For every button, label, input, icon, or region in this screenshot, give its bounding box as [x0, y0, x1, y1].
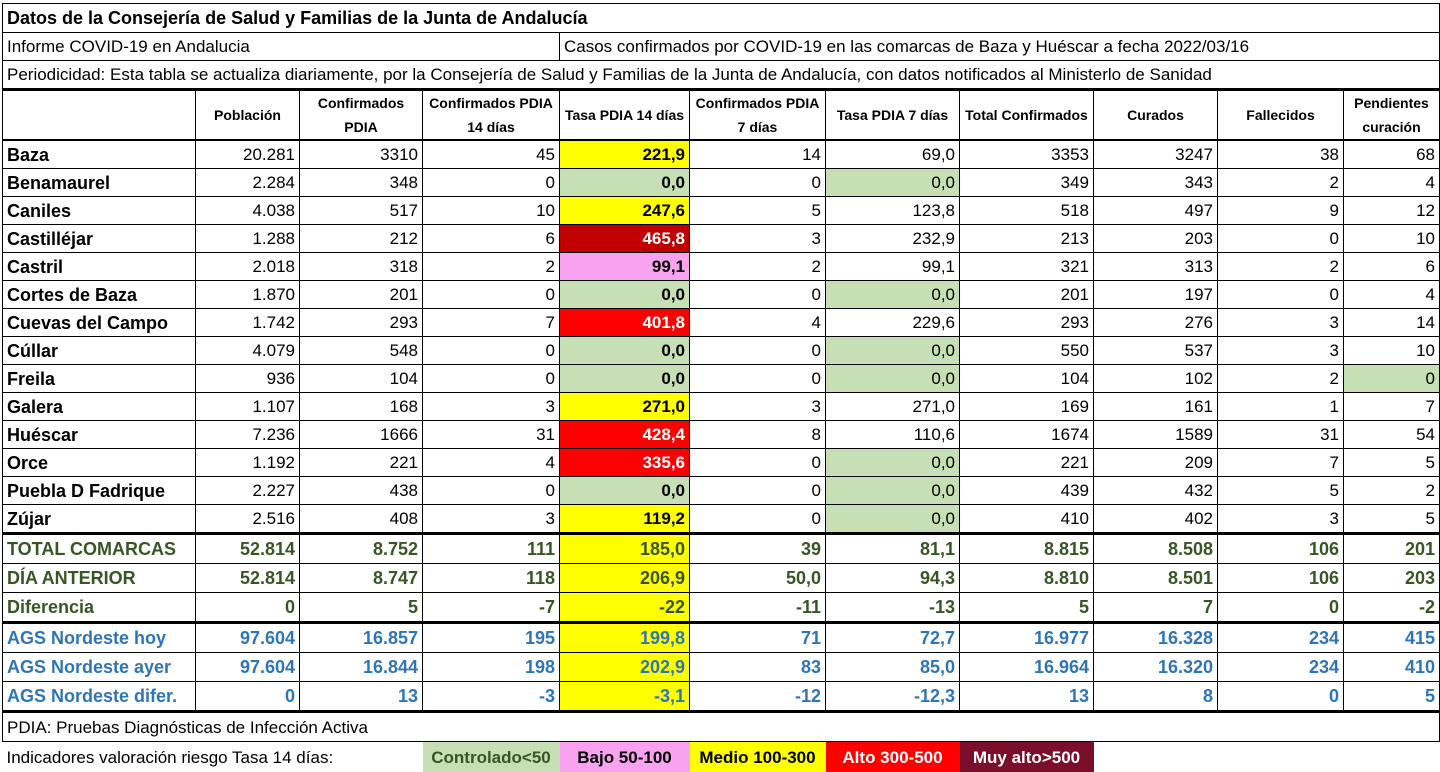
- cell-curados: 161: [1094, 393, 1218, 421]
- legend-red: Alto 300-500: [826, 742, 960, 772]
- cell-total-confirmados: 518: [960, 197, 1094, 225]
- cell-confirmados: 438: [300, 477, 423, 505]
- cell-tasa-14: 0,0: [560, 337, 690, 365]
- municipality-name: Caniles: [3, 197, 196, 225]
- ags-row: [3, 623, 1440, 653]
- table-row: [3, 225, 1440, 253]
- cell-fallecidos: 3: [1218, 505, 1344, 534]
- cell-pendientes: 68: [1344, 140, 1440, 169]
- cell-confirmados: 293: [300, 309, 423, 337]
- cell-poblacion: 2.284: [196, 169, 300, 197]
- ags-row: [3, 682, 1440, 712]
- table-row: [3, 505, 1440, 534]
- cell-tasa-14: -22: [560, 593, 690, 623]
- cell-tasa-7: 0,0: [826, 281, 960, 309]
- legend-green: Controlado<50: [423, 742, 560, 772]
- cell-pendientes: 10: [1344, 225, 1440, 253]
- cell-confirmados-14: 7: [423, 309, 560, 337]
- cell-poblacion: 52.814: [196, 534, 300, 564]
- cell-fallecidos: 234: [1218, 623, 1344, 653]
- cell-confirmados-14: 111: [423, 534, 560, 564]
- header-confirmados-pdia-14: Confirmados PDIA 14 días: [423, 90, 560, 141]
- cell-poblacion: 0: [196, 682, 300, 712]
- cell-fallecidos: 1: [1218, 393, 1344, 421]
- cell-poblacion: 2.516: [196, 505, 300, 534]
- totals-label: TOTAL COMARCAS: [3, 534, 196, 564]
- cell-confirmados-14: 3: [423, 505, 560, 534]
- header-row: [3, 90, 1440, 141]
- cell-tasa-14: 247,6: [560, 197, 690, 225]
- cell-confirmados: 517: [300, 197, 423, 225]
- cell-confirmados-7: -11: [690, 593, 826, 623]
- cell-tasa-7: 229,6: [826, 309, 960, 337]
- cell-curados: 203: [1094, 225, 1218, 253]
- legend-label: Indicadores valoración riesgo Tasa 14 días:: [3, 742, 423, 772]
- cell-tasa-7: 0,0: [826, 169, 960, 197]
- cell-confirmados-7: 5: [690, 197, 826, 225]
- cell-total-confirmados: 221: [960, 449, 1094, 477]
- cell-confirmados-7: 39: [690, 534, 826, 564]
- cell-curados: 432: [1094, 477, 1218, 505]
- cell-total-confirmados: 169: [960, 393, 1094, 421]
- cell-tasa-14: 428,4: [560, 421, 690, 449]
- cell-curados: 402: [1094, 505, 1218, 534]
- cell-poblacion: 2.227: [196, 477, 300, 505]
- cell-confirmados: 1666: [300, 421, 423, 449]
- cell-pendientes: 12: [1344, 197, 1440, 225]
- cell-confirmados: 104: [300, 365, 423, 393]
- legend-maroon: Muy alto>500: [960, 742, 1094, 772]
- cell-curados: 1589: [1094, 421, 1218, 449]
- cell-poblacion: 936: [196, 365, 300, 393]
- cell-tasa-14: 271,0: [560, 393, 690, 421]
- cell-pendientes: 415: [1344, 623, 1440, 653]
- cell-tasa-7: 123,8: [826, 197, 960, 225]
- legend-yellow: Medio 100-300: [690, 742, 826, 772]
- header-tasa-pdia-7: Tasa PDIA 7 días: [826, 90, 960, 141]
- cell-pendientes: 54: [1344, 421, 1440, 449]
- cell-confirmados-7: 14: [690, 140, 826, 169]
- cell-pendientes: 410: [1344, 653, 1440, 682]
- municipality-name: Castril: [3, 253, 196, 281]
- table-row: [3, 477, 1440, 505]
- totals-label: DÍA ANTERIOR: [3, 564, 196, 593]
- cell-fallecidos: 0: [1218, 593, 1344, 623]
- cell-confirmados-7: 83: [690, 653, 826, 682]
- cell-fallecidos: 106: [1218, 534, 1344, 564]
- cell-pendientes: 2: [1344, 477, 1440, 505]
- cell-fallecidos: 2: [1218, 365, 1344, 393]
- cell-pendientes: -2: [1344, 593, 1440, 623]
- report-name: Informe COVID-19 en Andalucia: [3, 33, 560, 61]
- header-corner: [3, 90, 196, 141]
- periodicity-note: Periodicidad: Esta tabla se actualiza diariamente, por la Consejería de Salud y Familias de la Junta de Andalucía, con datos notificados al Ministerlo de Sanidad: [3, 61, 1440, 90]
- cell-total-confirmados: 8.815: [960, 534, 1094, 564]
- cell-tasa-7: 0,0: [826, 337, 960, 365]
- cell-total-confirmados: 16.977: [960, 623, 1094, 653]
- cell-fallecidos: 9: [1218, 197, 1344, 225]
- municipality-name: Cuevas del Campo: [3, 309, 196, 337]
- cell-tasa-14: 206,9: [560, 564, 690, 593]
- municipality-name: Galera: [3, 393, 196, 421]
- cell-confirmados: 318: [300, 253, 423, 281]
- cell-curados: 276: [1094, 309, 1218, 337]
- cell-tasa-7: 0,0: [826, 477, 960, 505]
- cell-poblacion: 4.038: [196, 197, 300, 225]
- footnote: PDIA: Pruebas Diagnósticas de Infección Activa: [3, 712, 1440, 742]
- cell-pendientes: 6: [1344, 253, 1440, 281]
- cell-confirmados-7: 8: [690, 421, 826, 449]
- municipality-name: Benamaurel: [3, 169, 196, 197]
- cell-curados: 537: [1094, 337, 1218, 365]
- cell-pendientes: 203: [1344, 564, 1440, 593]
- cell-confirmados-7: 3: [690, 225, 826, 253]
- cell-fallecidos: 0: [1218, 682, 1344, 712]
- table-row: [3, 309, 1440, 337]
- cell-tasa-14: -3,1: [560, 682, 690, 712]
- cell-tasa-7: 94,3: [826, 564, 960, 593]
- cell-pendientes: 0: [1344, 365, 1440, 393]
- cell-tasa-14: 0,0: [560, 169, 690, 197]
- cell-pendientes: 5: [1344, 682, 1440, 712]
- totals-label: Diferencia: [3, 593, 196, 623]
- header-fallecidos: Fallecidos: [1218, 90, 1344, 141]
- cell-tasa-7: 0,0: [826, 365, 960, 393]
- covid-data-table: [2, 3, 1440, 772]
- cell-confirmados-7: 0: [690, 477, 826, 505]
- cell-tasa-7: 271,0: [826, 393, 960, 421]
- cell-confirmados-7: 0: [690, 365, 826, 393]
- table-row: [3, 169, 1440, 197]
- table-row: [3, 365, 1440, 393]
- table-title: Datos de la Consejería de Salud y Familias de la Junta de Andalucía: [3, 4, 1440, 33]
- cell-fallecidos: 3: [1218, 337, 1344, 365]
- report-date-description: Casos confirmados por COVID-19 en las comarcas de Baza y Huéscar a fecha 2022/03/16: [560, 33, 1440, 61]
- cell-tasa-14: 99,1: [560, 253, 690, 281]
- cell-tasa-7: 85,0: [826, 653, 960, 682]
- cell-confirmados-14: 0: [423, 281, 560, 309]
- totals-row: [3, 564, 1440, 593]
- ags-label: AGS Nordeste hoy: [3, 623, 196, 653]
- cell-confirmados-14: -7: [423, 593, 560, 623]
- cell-confirmados-14: 195: [423, 623, 560, 653]
- cell-pendientes: 4: [1344, 281, 1440, 309]
- cell-confirmados-7: 0: [690, 337, 826, 365]
- cell-confirmados: 13: [300, 682, 423, 712]
- cell-curados: 343: [1094, 169, 1218, 197]
- cell-curados: 7: [1094, 593, 1218, 623]
- cell-pendientes: 201: [1344, 534, 1440, 564]
- header-confirmados-pdia: Confirmados PDIA: [300, 90, 423, 141]
- header-total-confirmados: Total Confirmados: [960, 90, 1094, 141]
- cell-confirmados-14: 31: [423, 421, 560, 449]
- cell-poblacion: 1.192: [196, 449, 300, 477]
- cell-confirmados: 221: [300, 449, 423, 477]
- header-curados: Curados: [1094, 90, 1218, 141]
- cell-fallecidos: 7: [1218, 449, 1344, 477]
- cell-confirmados-14: 4: [423, 449, 560, 477]
- cell-total-confirmados: 550: [960, 337, 1094, 365]
- ags-label: AGS Nordeste difer.: [3, 682, 196, 712]
- cell-total-confirmados: 3353: [960, 140, 1094, 169]
- cell-confirmados-14: 45: [423, 140, 560, 169]
- cell-pendientes: 4: [1344, 169, 1440, 197]
- cell-fallecidos: 0: [1218, 281, 1344, 309]
- cell-fallecidos: 5: [1218, 477, 1344, 505]
- cell-fallecidos: 234: [1218, 653, 1344, 682]
- cell-confirmados-14: 0: [423, 337, 560, 365]
- cell-total-confirmados: 439: [960, 477, 1094, 505]
- cell-poblacion: 1.288: [196, 225, 300, 253]
- legend-row: [3, 742, 1440, 772]
- cell-confirmados-14: 118: [423, 564, 560, 593]
- cell-poblacion: 52.814: [196, 564, 300, 593]
- cell-confirmados: 8.747: [300, 564, 423, 593]
- cell-confirmados: 3310: [300, 140, 423, 169]
- municipality-name: Castilléjar: [3, 225, 196, 253]
- cell-total-confirmados: 201: [960, 281, 1094, 309]
- cell-tasa-14: 0,0: [560, 365, 690, 393]
- municipality-name: Puebla D Fadrique: [3, 477, 196, 505]
- cell-tasa-7: 69,0: [826, 140, 960, 169]
- cell-curados: 8.501: [1094, 564, 1218, 593]
- cell-curados: 16.328: [1094, 623, 1218, 653]
- header-poblacion: Población: [196, 90, 300, 141]
- cell-total-confirmados: 8.810: [960, 564, 1094, 593]
- cell-pendientes: 5: [1344, 505, 1440, 534]
- cell-confirmados-7: 0: [690, 449, 826, 477]
- cell-tasa-7: 81,1: [826, 534, 960, 564]
- cell-confirmados: 348: [300, 169, 423, 197]
- cell-tasa-7: -13: [826, 593, 960, 623]
- cell-fallecidos: 3: [1218, 309, 1344, 337]
- table-row: [3, 197, 1440, 225]
- cell-curados: 8.508: [1094, 534, 1218, 564]
- cell-tasa-7: 72,7: [826, 623, 960, 653]
- ags-label: AGS Nordeste ayer: [3, 653, 196, 682]
- cell-tasa-14: 185,0: [560, 534, 690, 564]
- cell-poblacion: 97.604: [196, 623, 300, 653]
- header-confirmados-pdia-7: Confirmados PDIA 7 días: [690, 90, 826, 141]
- cell-pendientes: 14: [1344, 309, 1440, 337]
- cell-poblacion: 0: [196, 593, 300, 623]
- municipality-name: Orce: [3, 449, 196, 477]
- cell-confirmados-14: 2: [423, 253, 560, 281]
- cell-total-confirmados: 16.964: [960, 653, 1094, 682]
- cell-confirmados-7: 2: [690, 253, 826, 281]
- table-row: [3, 253, 1440, 281]
- cell-fallecidos: 2: [1218, 169, 1344, 197]
- cell-confirmados-14: 0: [423, 365, 560, 393]
- cell-total-confirmados: 104: [960, 365, 1094, 393]
- totals-row: [3, 593, 1440, 623]
- cell-fallecidos: 31: [1218, 421, 1344, 449]
- municipality-name: Freila: [3, 365, 196, 393]
- cell-curados: 16.320: [1094, 653, 1218, 682]
- footnote-row: [3, 712, 1440, 742]
- cell-tasa-14: 401,8: [560, 309, 690, 337]
- cell-tasa-7: -12,3: [826, 682, 960, 712]
- cell-poblacion: 97.604: [196, 653, 300, 682]
- cell-total-confirmados: 13: [960, 682, 1094, 712]
- cell-confirmados: 212: [300, 225, 423, 253]
- cell-confirmados-7: 3: [690, 393, 826, 421]
- cell-tasa-7: 0,0: [826, 505, 960, 534]
- cell-confirmados-7: 0: [690, 281, 826, 309]
- cell-curados: 497: [1094, 197, 1218, 225]
- cell-pendientes: 7: [1344, 393, 1440, 421]
- cell-fallecidos: 2: [1218, 253, 1344, 281]
- cell-poblacion: 1.870: [196, 281, 300, 309]
- cell-total-confirmados: 1674: [960, 421, 1094, 449]
- cell-curados: 313: [1094, 253, 1218, 281]
- cell-confirmados-14: 3: [423, 393, 560, 421]
- table-row: [3, 449, 1440, 477]
- cell-fallecidos: 38: [1218, 140, 1344, 169]
- cell-tasa-7: 99,1: [826, 253, 960, 281]
- cell-curados: 102: [1094, 365, 1218, 393]
- cell-confirmados: 408: [300, 505, 423, 534]
- municipality-name: Cúllar: [3, 337, 196, 365]
- cell-poblacion: 7.236: [196, 421, 300, 449]
- cell-fallecidos: 106: [1218, 564, 1344, 593]
- cell-tasa-14: 465,8: [560, 225, 690, 253]
- ags-row: [3, 653, 1440, 682]
- cell-tasa-14: 119,2: [560, 505, 690, 534]
- cell-confirmados-7: 0: [690, 505, 826, 534]
- cell-confirmados-7: 50,0: [690, 564, 826, 593]
- cell-confirmados-14: 10: [423, 197, 560, 225]
- municipality-name: Huéscar: [3, 421, 196, 449]
- cell-confirmados-7: 71: [690, 623, 826, 653]
- cell-curados: 3247: [1094, 140, 1218, 169]
- cell-confirmados: 16.844: [300, 653, 423, 682]
- totals-row: [3, 534, 1440, 564]
- cell-confirmados: 5: [300, 593, 423, 623]
- cell-poblacion: 1.742: [196, 309, 300, 337]
- cell-curados: 209: [1094, 449, 1218, 477]
- cell-total-confirmados: 293: [960, 309, 1094, 337]
- cell-total-confirmados: 5: [960, 593, 1094, 623]
- table-row: [3, 140, 1440, 169]
- header-tasa-pdia-14: Tasa PDIA 14 días: [560, 90, 690, 141]
- legend-spacer: [1094, 742, 1440, 772]
- cell-pendientes: 10: [1344, 337, 1440, 365]
- cell-poblacion: 1.107: [196, 393, 300, 421]
- cell-curados: 8: [1094, 682, 1218, 712]
- cell-tasa-14: 0,0: [560, 281, 690, 309]
- legend-pink: Bajo 50-100: [560, 742, 690, 772]
- cell-fallecidos: 0: [1218, 225, 1344, 253]
- cell-confirmados: 548: [300, 337, 423, 365]
- cell-poblacion: 20.281: [196, 140, 300, 169]
- cell-confirmados: 201: [300, 281, 423, 309]
- cell-tasa-7: 232,9: [826, 225, 960, 253]
- cell-tasa-14: 199,8: [560, 623, 690, 653]
- cell-tasa-7: 0,0: [826, 449, 960, 477]
- municipality-name: Baza: [3, 140, 196, 169]
- municipality-name: Cortes de Baza: [3, 281, 196, 309]
- table-row: [3, 393, 1440, 421]
- cell-confirmados-7: 4: [690, 309, 826, 337]
- cell-poblacion: 2.018: [196, 253, 300, 281]
- cell-confirmados: 168: [300, 393, 423, 421]
- table-row: [3, 337, 1440, 365]
- cell-poblacion: 4.079: [196, 337, 300, 365]
- cell-confirmados-14: 0: [423, 169, 560, 197]
- cell-total-confirmados: 213: [960, 225, 1094, 253]
- table-row: [3, 281, 1440, 309]
- cell-total-confirmados: 321: [960, 253, 1094, 281]
- cell-total-confirmados: 349: [960, 169, 1094, 197]
- cell-confirmados-14: 198: [423, 653, 560, 682]
- cell-confirmados-14: 0: [423, 477, 560, 505]
- cell-tasa-14: 0,0: [560, 477, 690, 505]
- cell-total-confirmados: 410: [960, 505, 1094, 534]
- cell-tasa-14: 202,9: [560, 653, 690, 682]
- cell-confirmados-14: -3: [423, 682, 560, 712]
- cell-confirmados-14: 6: [423, 225, 560, 253]
- cell-tasa-14: 221,9: [560, 140, 690, 169]
- header-pendientes-curacion: Pendientes curación: [1344, 90, 1440, 141]
- cell-confirmados-7: -12: [690, 682, 826, 712]
- cell-confirmados: 8.752: [300, 534, 423, 564]
- cell-tasa-7: 110,6: [826, 421, 960, 449]
- cell-curados: 197: [1094, 281, 1218, 309]
- cell-confirmados: 16.857: [300, 623, 423, 653]
- table-row: [3, 421, 1440, 449]
- cell-confirmados-7: 0: [690, 169, 826, 197]
- municipality-name: Zújar: [3, 505, 196, 534]
- cell-tasa-14: 335,6: [560, 449, 690, 477]
- cell-pendientes: 5: [1344, 449, 1440, 477]
